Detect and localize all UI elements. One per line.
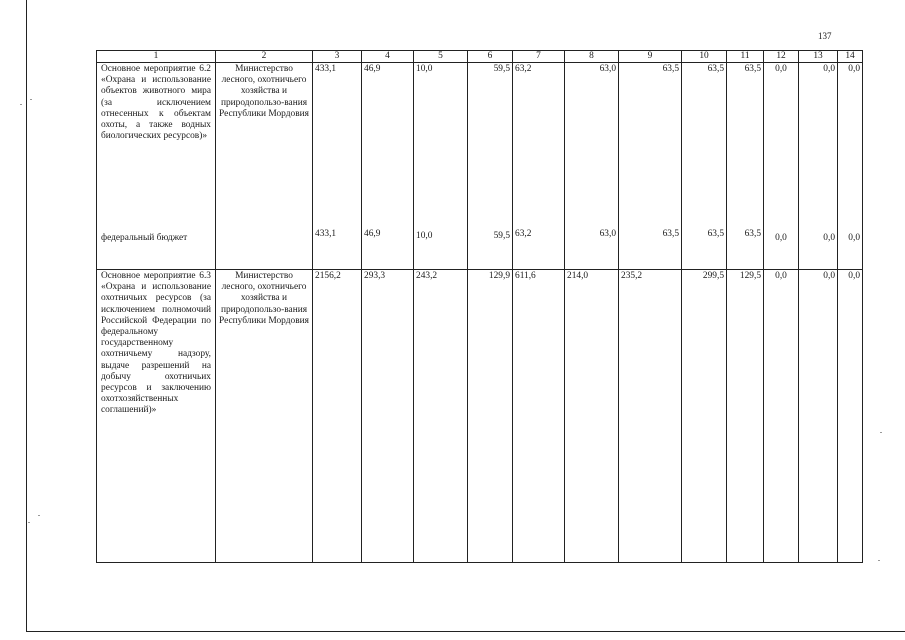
- value-cell: [565, 63, 619, 270]
- header-cell: 9: [619, 51, 682, 63]
- sub-value-text: 10,0: [416, 230, 433, 241]
- value-cell: 129,9: [468, 270, 513, 563]
- scan-speck: [38, 515, 40, 516]
- header-cell: 2: [216, 51, 313, 63]
- header-cell: 13: [799, 51, 838, 63]
- value-cell: 0,0: [838, 270, 863, 563]
- sub-value-text: 0,0: [775, 232, 787, 243]
- sub-value-text: 63,5: [662, 228, 679, 239]
- value-cell: [362, 63, 414, 270]
- header-cell: 11: [727, 51, 764, 63]
- value-cell: 0,0: [799, 270, 838, 563]
- sub-value-text: 63,2: [515, 228, 532, 239]
- header-cell: 3: [313, 51, 362, 63]
- page-left-border: [26, 0, 27, 632]
- sub-value-text: 433,1: [315, 228, 337, 239]
- value-text: 63,5: [707, 64, 724, 74]
- value-text: 63,5: [744, 64, 761, 74]
- value-cell: 293,3: [362, 270, 414, 563]
- value-cell: 129,5: [727, 270, 764, 563]
- value-text: 0,0: [848, 64, 860, 74]
- value-cell: 2156,2: [313, 270, 362, 563]
- budget-table: [96, 50, 863, 563]
- value-cell: [414, 63, 468, 270]
- value-cell: [468, 63, 513, 270]
- funding-source-label: федеральный бюджет: [101, 232, 188, 243]
- value-text: 0,0: [775, 64, 787, 74]
- header-cell: 7: [513, 51, 565, 63]
- header-cell: 6: [468, 51, 513, 63]
- value-text: 433,1: [315, 64, 337, 74]
- header-row: [97, 51, 863, 63]
- value-cell: [682, 63, 727, 270]
- value-text: 63,0: [599, 64, 616, 74]
- value-cell: [799, 63, 838, 270]
- sub-value-text: 63,5: [707, 228, 724, 239]
- page-number: 137: [818, 31, 832, 41]
- value-cell: [619, 63, 682, 270]
- value-text: 0,0: [823, 64, 835, 74]
- scan-speck: [878, 560, 880, 561]
- value-text: 10,0: [416, 64, 433, 74]
- executor-cell: Министерство лесного, охотничьего хозяйства и природопользо-вания Республики Мордовия: [216, 270, 313, 563]
- header-cell: 8: [565, 51, 619, 63]
- header-cell: 1: [97, 51, 216, 63]
- value-cell: 611,6: [513, 270, 565, 563]
- sub-value-text: 63,5: [744, 228, 761, 239]
- activity-name-cell: [97, 63, 216, 270]
- scan-speck: [880, 432, 882, 433]
- value-text: 63,5: [662, 64, 679, 74]
- value-text: 59,5: [493, 64, 510, 74]
- value-cell: [838, 63, 863, 270]
- table-row: [97, 63, 863, 270]
- executor-cell: Министерство лесного, охотничьего хозяйства и природопользо-вания Республики Мордовия: [216, 63, 313, 270]
- scan-speck: [20, 104, 22, 105]
- activity-name-cell: Основное мероприятие 6.3 «Охрана и использование охотничьих ресурсов (за исключением полномочий Российской Федерации по федеральному государственному охотничьему надзору, выдаче разрешений на добычу охотничьих ресурсов и заключению охотхозяйственных соглашений)»: [97, 270, 216, 563]
- sub-value-text: 46,9: [364, 228, 381, 239]
- value-cell: [727, 63, 764, 270]
- value-cell: [313, 63, 362, 270]
- value-cell: [513, 63, 565, 270]
- value-cell: 299,5: [682, 270, 727, 563]
- scan-speck: [28, 522, 30, 523]
- sub-value-text: 0,0: [848, 232, 860, 243]
- value-cell: 235,2: [619, 270, 682, 563]
- scan-speck: [30, 99, 32, 100]
- header-cell: 12: [764, 51, 799, 63]
- value-text: 46,9: [364, 64, 381, 74]
- value-cell: 243,2: [414, 270, 468, 563]
- value-cell: 0,0: [764, 270, 799, 563]
- header-cell: 4: [362, 51, 414, 63]
- header-cell: 5: [414, 51, 468, 63]
- header-cell: 14: [838, 51, 863, 63]
- table-row: [97, 270, 863, 563]
- sub-value-text: 59,5: [493, 230, 510, 241]
- sub-value-text: 0,0: [823, 232, 835, 243]
- page-bottom-border: [26, 631, 905, 632]
- activity-name: Основное мероприятие 6.2 «Охрана и использование объектов животного мира (за исключением отнесенных к объектам охоты, а также водных биологических ресурсов)»: [101, 64, 211, 142]
- sub-value-text: 63,0: [599, 228, 616, 239]
- value-text: 63,2: [515, 64, 532, 74]
- header-cell: 10: [682, 51, 727, 63]
- value-cell: 214,0: [565, 270, 619, 563]
- value-cell: [764, 63, 799, 270]
